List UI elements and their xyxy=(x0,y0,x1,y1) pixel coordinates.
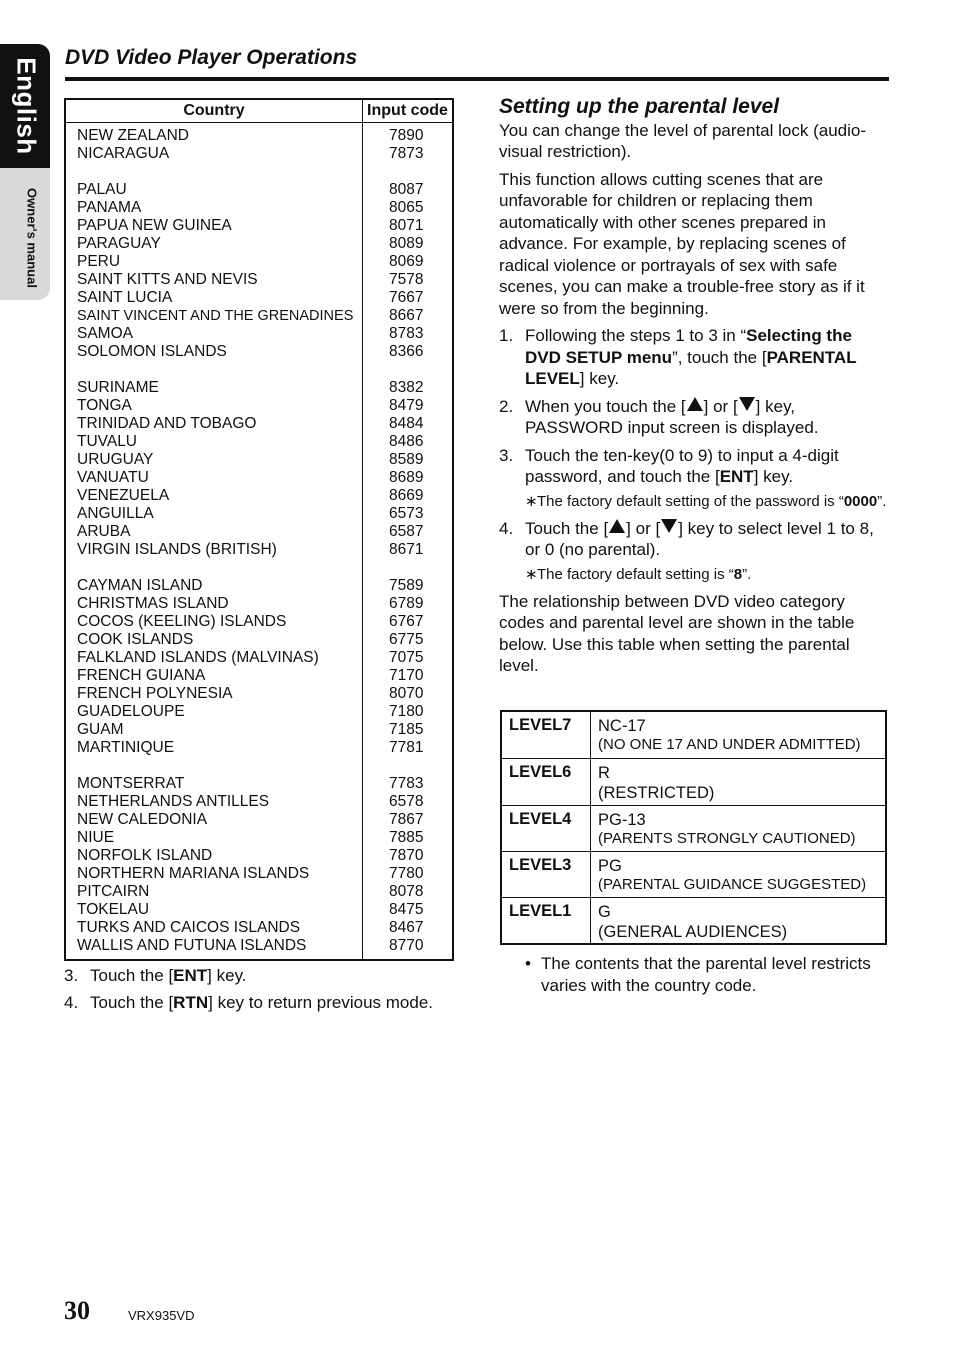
country-name: WALLIS AND FUTUNA ISLANDS xyxy=(77,937,307,954)
table-row xyxy=(66,469,452,487)
row-spacer xyxy=(66,559,452,577)
rating-code: NC-17 xyxy=(598,717,646,735)
header-rule xyxy=(65,77,889,81)
table-row xyxy=(66,127,452,145)
country-input-code: 7885 xyxy=(389,829,424,846)
country-name: NORFOLK ISLAND xyxy=(77,847,213,864)
table-row xyxy=(66,523,452,541)
step-text: ] key. xyxy=(207,966,247,985)
country-input-code: 7075 xyxy=(389,649,424,666)
level-row xyxy=(502,805,885,851)
table-row xyxy=(66,811,452,829)
rating-description: (PARENTS STRONGLY CAUTIONED) xyxy=(598,830,856,847)
level-divider xyxy=(590,759,591,805)
table-row xyxy=(66,739,452,757)
table-row xyxy=(66,937,452,955)
country-name: COCOS (KEELING) ISLANDS xyxy=(77,613,287,630)
note-text: The contents that the parental level restricts varies with the country code. xyxy=(541,954,871,995)
parental-level-table xyxy=(500,710,887,945)
country-input-code: 8479 xyxy=(389,397,424,414)
country-input-code: 8475 xyxy=(389,901,424,918)
country-input-code: 8484 xyxy=(389,415,424,432)
column-header-input-code: Input code xyxy=(367,102,448,119)
step-number: 4. xyxy=(64,993,79,1012)
note-text: The factory default setting of the password is “ xyxy=(537,492,844,510)
country-input-code: 8069 xyxy=(389,253,424,270)
country-input-code: 7867 xyxy=(389,811,424,828)
country-name: TURKS AND CAICOS ISLANDS xyxy=(77,919,301,936)
model-number: VRX935VD xyxy=(128,1308,195,1323)
country-name: SAMOA xyxy=(77,325,133,342)
table-row xyxy=(66,775,452,793)
country-name: NEW CALEDONIA xyxy=(77,811,208,828)
table-row xyxy=(66,325,452,343)
country-input-code: 7870 xyxy=(389,847,424,864)
key-name: ENT xyxy=(173,966,208,985)
level-divider xyxy=(590,898,591,943)
country-input-code: 8366 xyxy=(389,343,424,360)
country-input-code: 8382 xyxy=(389,379,424,396)
table-row xyxy=(66,271,452,289)
country-name: NICARAGUA xyxy=(77,145,170,162)
table-row xyxy=(66,145,452,163)
side-tab-language: English xyxy=(11,57,42,155)
step-item xyxy=(499,396,889,439)
table-row xyxy=(66,721,452,739)
step-text: ] key. xyxy=(579,369,620,388)
rating-code: PG-13 xyxy=(598,811,646,829)
country-name: MARTINIQUE xyxy=(77,739,175,756)
table-row xyxy=(66,451,452,469)
level-name: LEVEL1 xyxy=(509,902,572,920)
table-header-divider xyxy=(66,122,452,123)
step-text: Following the steps 1 to 3 in “ xyxy=(525,326,747,345)
level-divider xyxy=(590,712,591,758)
country-input-code: 7667 xyxy=(389,289,424,306)
note-text: ”. xyxy=(742,565,752,583)
up-arrow-icon xyxy=(609,519,625,533)
table-row xyxy=(66,253,452,271)
asterisk: ∗ xyxy=(525,492,538,510)
country-input-code: 8689 xyxy=(389,469,424,486)
country-name: TOKELAU xyxy=(77,901,150,918)
table-row xyxy=(66,703,452,721)
country-input-code: 7890 xyxy=(389,127,424,144)
rating-code: R xyxy=(598,764,610,782)
step-text: ”, touch the [ xyxy=(672,347,767,367)
country-name: PANAMA xyxy=(77,199,142,216)
country-name: SAINT LUCIA xyxy=(77,289,173,306)
step-text: ] or [ xyxy=(703,396,738,416)
table-row xyxy=(66,397,452,415)
country-input-code: 6789 xyxy=(389,595,424,612)
country-input-code: 8770 xyxy=(389,937,424,954)
column-header-country: Country xyxy=(183,102,245,119)
table-row xyxy=(66,685,452,703)
intro-paragraph: You can change the level of parental lock (audio-visual restriction). xyxy=(499,120,867,161)
level-divider xyxy=(590,806,591,851)
description-paragraph: This function allows cutting scenes that are unfavorable for children or replacing them automatically with other scenes prepared in advance. For example, by replacing scenes of radical violence or portrayals of sex with safe scenes, you can make a trouble-free story as if it were so from the beginning. xyxy=(499,169,865,318)
level-row xyxy=(502,851,885,897)
level-row xyxy=(502,712,885,758)
country-name: NETHERLANDS ANTILLES xyxy=(77,793,270,810)
country-input-code: 7589 xyxy=(389,577,424,594)
country-name: ANGUILLA xyxy=(77,505,154,522)
table-row xyxy=(66,505,452,523)
step-number: 3. xyxy=(64,966,79,985)
step-number: 1. xyxy=(499,326,514,345)
country-input-code: 6775 xyxy=(389,631,424,648)
step-item xyxy=(499,445,889,488)
country-input-code: 8667 xyxy=(389,307,424,324)
section-title: DVD Video Player Operations xyxy=(65,46,358,69)
rating-code: PG xyxy=(598,857,622,875)
note-text: The factory default setting is “ xyxy=(537,565,734,583)
country-name: MONTSERRAT xyxy=(77,775,185,792)
country-input-code: 7780 xyxy=(389,865,424,882)
country-input-code: 7873 xyxy=(389,145,424,162)
key-name: ENT xyxy=(719,467,754,486)
note-text: ”. xyxy=(877,492,887,510)
country-name: ARUBA xyxy=(77,523,131,540)
level-name: LEVEL7 xyxy=(509,716,572,734)
table-row xyxy=(66,901,452,919)
country-input-code: 7180 xyxy=(389,703,424,720)
country-input-code: 7170 xyxy=(389,667,424,684)
table-row xyxy=(66,235,452,253)
country-input-code: 6767 xyxy=(389,613,424,630)
up-arrow-icon xyxy=(687,397,703,411)
step-text: Touch the [ xyxy=(525,518,609,538)
country-input-code: 8065 xyxy=(389,199,424,216)
table-row xyxy=(66,631,452,649)
country-name: COOK ISLANDS xyxy=(77,631,194,648)
step-text: ] key to return previous mode. xyxy=(208,993,434,1012)
country-input-code: 7781 xyxy=(389,739,424,756)
country-name: GUADELOUPE xyxy=(77,703,185,720)
country-input-code: 6587 xyxy=(389,523,424,540)
country-name: FALKLAND ISLANDS (MALVINAS) xyxy=(77,649,319,666)
country-input-code: 8070 xyxy=(389,685,424,702)
rating-description: (NO ONE 17 AND UNDER ADMITTED) xyxy=(598,736,861,753)
country-input-code: 8589 xyxy=(389,451,424,468)
table-row xyxy=(66,793,452,811)
step-text: ] key. xyxy=(753,467,794,486)
country-name: PALAU xyxy=(77,181,127,198)
table-row xyxy=(66,541,452,559)
key-name: PARENTAL LEVEL xyxy=(525,347,857,388)
country-input-code: 8486 xyxy=(389,433,424,450)
country-input-code: 8087 xyxy=(389,181,424,198)
table-row xyxy=(66,433,452,451)
table-row xyxy=(66,883,452,901)
table-row xyxy=(66,577,452,595)
country-restriction-note xyxy=(525,953,885,997)
table-row xyxy=(66,217,452,235)
country-name: PERU xyxy=(77,253,121,270)
table-row xyxy=(66,865,452,883)
country-input-code: 7185 xyxy=(389,721,424,738)
country-name: FRENCH GUIANA xyxy=(77,667,206,684)
step-text: Touch the [ xyxy=(90,993,174,1012)
default-password: 0000 xyxy=(843,492,878,510)
country-input-code: 8669 xyxy=(389,487,424,504)
rating-description: (RESTRICTED) xyxy=(598,784,715,802)
step-number: 4. xyxy=(499,518,514,538)
relationship-paragraph: The relationship between DVD video category codes and parental level are shown in the table below. Use this table when setting the parental level. xyxy=(499,591,855,675)
country-input-code: 8089 xyxy=(389,235,424,252)
country-name: TONGA xyxy=(77,397,132,414)
country-name: PITCAIRN xyxy=(77,883,150,900)
row-spacer xyxy=(66,757,452,775)
country-input-code: 8078 xyxy=(389,883,424,900)
country-name: URUGUAY xyxy=(77,451,154,468)
level-name: LEVEL6 xyxy=(509,763,572,781)
country-name: SAINT VINCENT AND THE GRENADINES xyxy=(77,308,354,324)
rating-description: (PARENTAL GUIDANCE SUGGESTED) xyxy=(598,876,867,893)
page-number: 30 xyxy=(64,1296,90,1325)
country-input-code: 8671 xyxy=(389,541,424,558)
country-input-code: 8783 xyxy=(389,325,424,342)
table-row xyxy=(66,595,452,613)
table-row xyxy=(66,649,452,667)
step-text: ] or [ xyxy=(626,518,661,538)
level-name: LEVEL3 xyxy=(509,856,572,874)
country-name: VENEZUELA xyxy=(77,487,170,504)
level-row xyxy=(502,758,885,805)
country-name: VANUATU xyxy=(77,469,149,486)
step-item xyxy=(64,992,444,1014)
country-name: VIRGIN ISLANDS (BRITISH) xyxy=(77,541,277,558)
country-name: CHRISTMAS ISLAND xyxy=(77,595,229,612)
step-item xyxy=(64,965,444,987)
key-name: RTN xyxy=(173,993,209,1012)
country-name: NEW ZEALAND xyxy=(77,127,189,144)
table-row xyxy=(66,613,452,631)
table-row xyxy=(66,199,452,217)
country-code-table xyxy=(64,98,454,961)
default-level: 8 xyxy=(733,565,743,583)
bullet-dot: • xyxy=(525,954,531,973)
table-row xyxy=(66,289,452,307)
country-name: GUAM xyxy=(77,721,124,738)
menu-name: Selecting the DVD SETUP menu xyxy=(525,326,852,367)
country-name: SURINAME xyxy=(77,379,159,396)
country-name: NORTHERN MARIANA ISLANDS xyxy=(77,865,310,882)
country-name: FRENCH POLYNESIA xyxy=(77,685,233,702)
country-name: PAPUA NEW GUINEA xyxy=(77,217,232,234)
country-input-code: 7578 xyxy=(389,271,424,288)
level-name: LEVEL4 xyxy=(509,810,572,828)
step-text: Touch the [ xyxy=(90,966,174,985)
country-name: SOLOMON ISLANDS xyxy=(77,343,227,360)
left-steps xyxy=(64,965,444,1019)
asterisk: ∗ xyxy=(525,565,538,583)
country-name: TUVALU xyxy=(77,433,138,450)
parental-section xyxy=(499,96,889,683)
table-row xyxy=(66,667,452,685)
country-input-code: 8071 xyxy=(389,217,424,234)
step-text: ] key to select level 1 to 8, or 0 (no parental). xyxy=(525,518,874,559)
row-spacer xyxy=(66,163,452,181)
rating-description: (GENERAL AUDIENCES) xyxy=(598,923,788,941)
table-row xyxy=(66,487,452,505)
level-divider xyxy=(590,852,591,897)
table-row xyxy=(66,307,452,325)
country-input-code: 8467 xyxy=(389,919,424,936)
level-row xyxy=(502,897,885,943)
level-default-note xyxy=(499,565,889,585)
country-name: SAINT KITTS AND NEVIS xyxy=(77,271,258,288)
table-row xyxy=(66,181,452,199)
step-number: 2. xyxy=(499,396,514,416)
step-item xyxy=(499,325,889,390)
table-row xyxy=(66,829,452,847)
country-input-code: 6578 xyxy=(389,793,424,810)
table-row xyxy=(66,415,452,433)
country-rows xyxy=(66,127,452,955)
side-tab-manual-label: Owner's manual xyxy=(24,188,40,288)
table-row xyxy=(66,379,452,397)
table-row xyxy=(66,343,452,361)
step-text: ] key, PASSWORD input screen is displayed. xyxy=(525,396,819,437)
country-name: NIUE xyxy=(77,829,115,846)
country-name: CAYMAN ISLAND xyxy=(77,577,203,594)
row-spacer xyxy=(66,361,452,379)
country-input-code: 6573 xyxy=(389,505,424,522)
step-text: When you touch the [ xyxy=(525,396,686,416)
step-number: 3. xyxy=(499,445,514,465)
country-input-code: 7783 xyxy=(389,775,424,792)
down-arrow-icon xyxy=(661,519,677,533)
password-note xyxy=(499,492,889,512)
side-tab xyxy=(0,44,50,300)
table-row xyxy=(66,919,452,937)
rating-code: G xyxy=(598,903,611,921)
country-name: PARAGUAY xyxy=(77,235,161,252)
parental-title: Setting up the parental level xyxy=(499,95,780,118)
country-name: TRINIDAD AND TOBAGO xyxy=(77,415,257,432)
step-item xyxy=(499,518,889,561)
down-arrow-icon xyxy=(739,397,755,411)
step-text: Touch the ten-key(0 to 9) to input a 4-digit password, and touch the [ xyxy=(525,445,839,486)
table-row xyxy=(66,847,452,865)
